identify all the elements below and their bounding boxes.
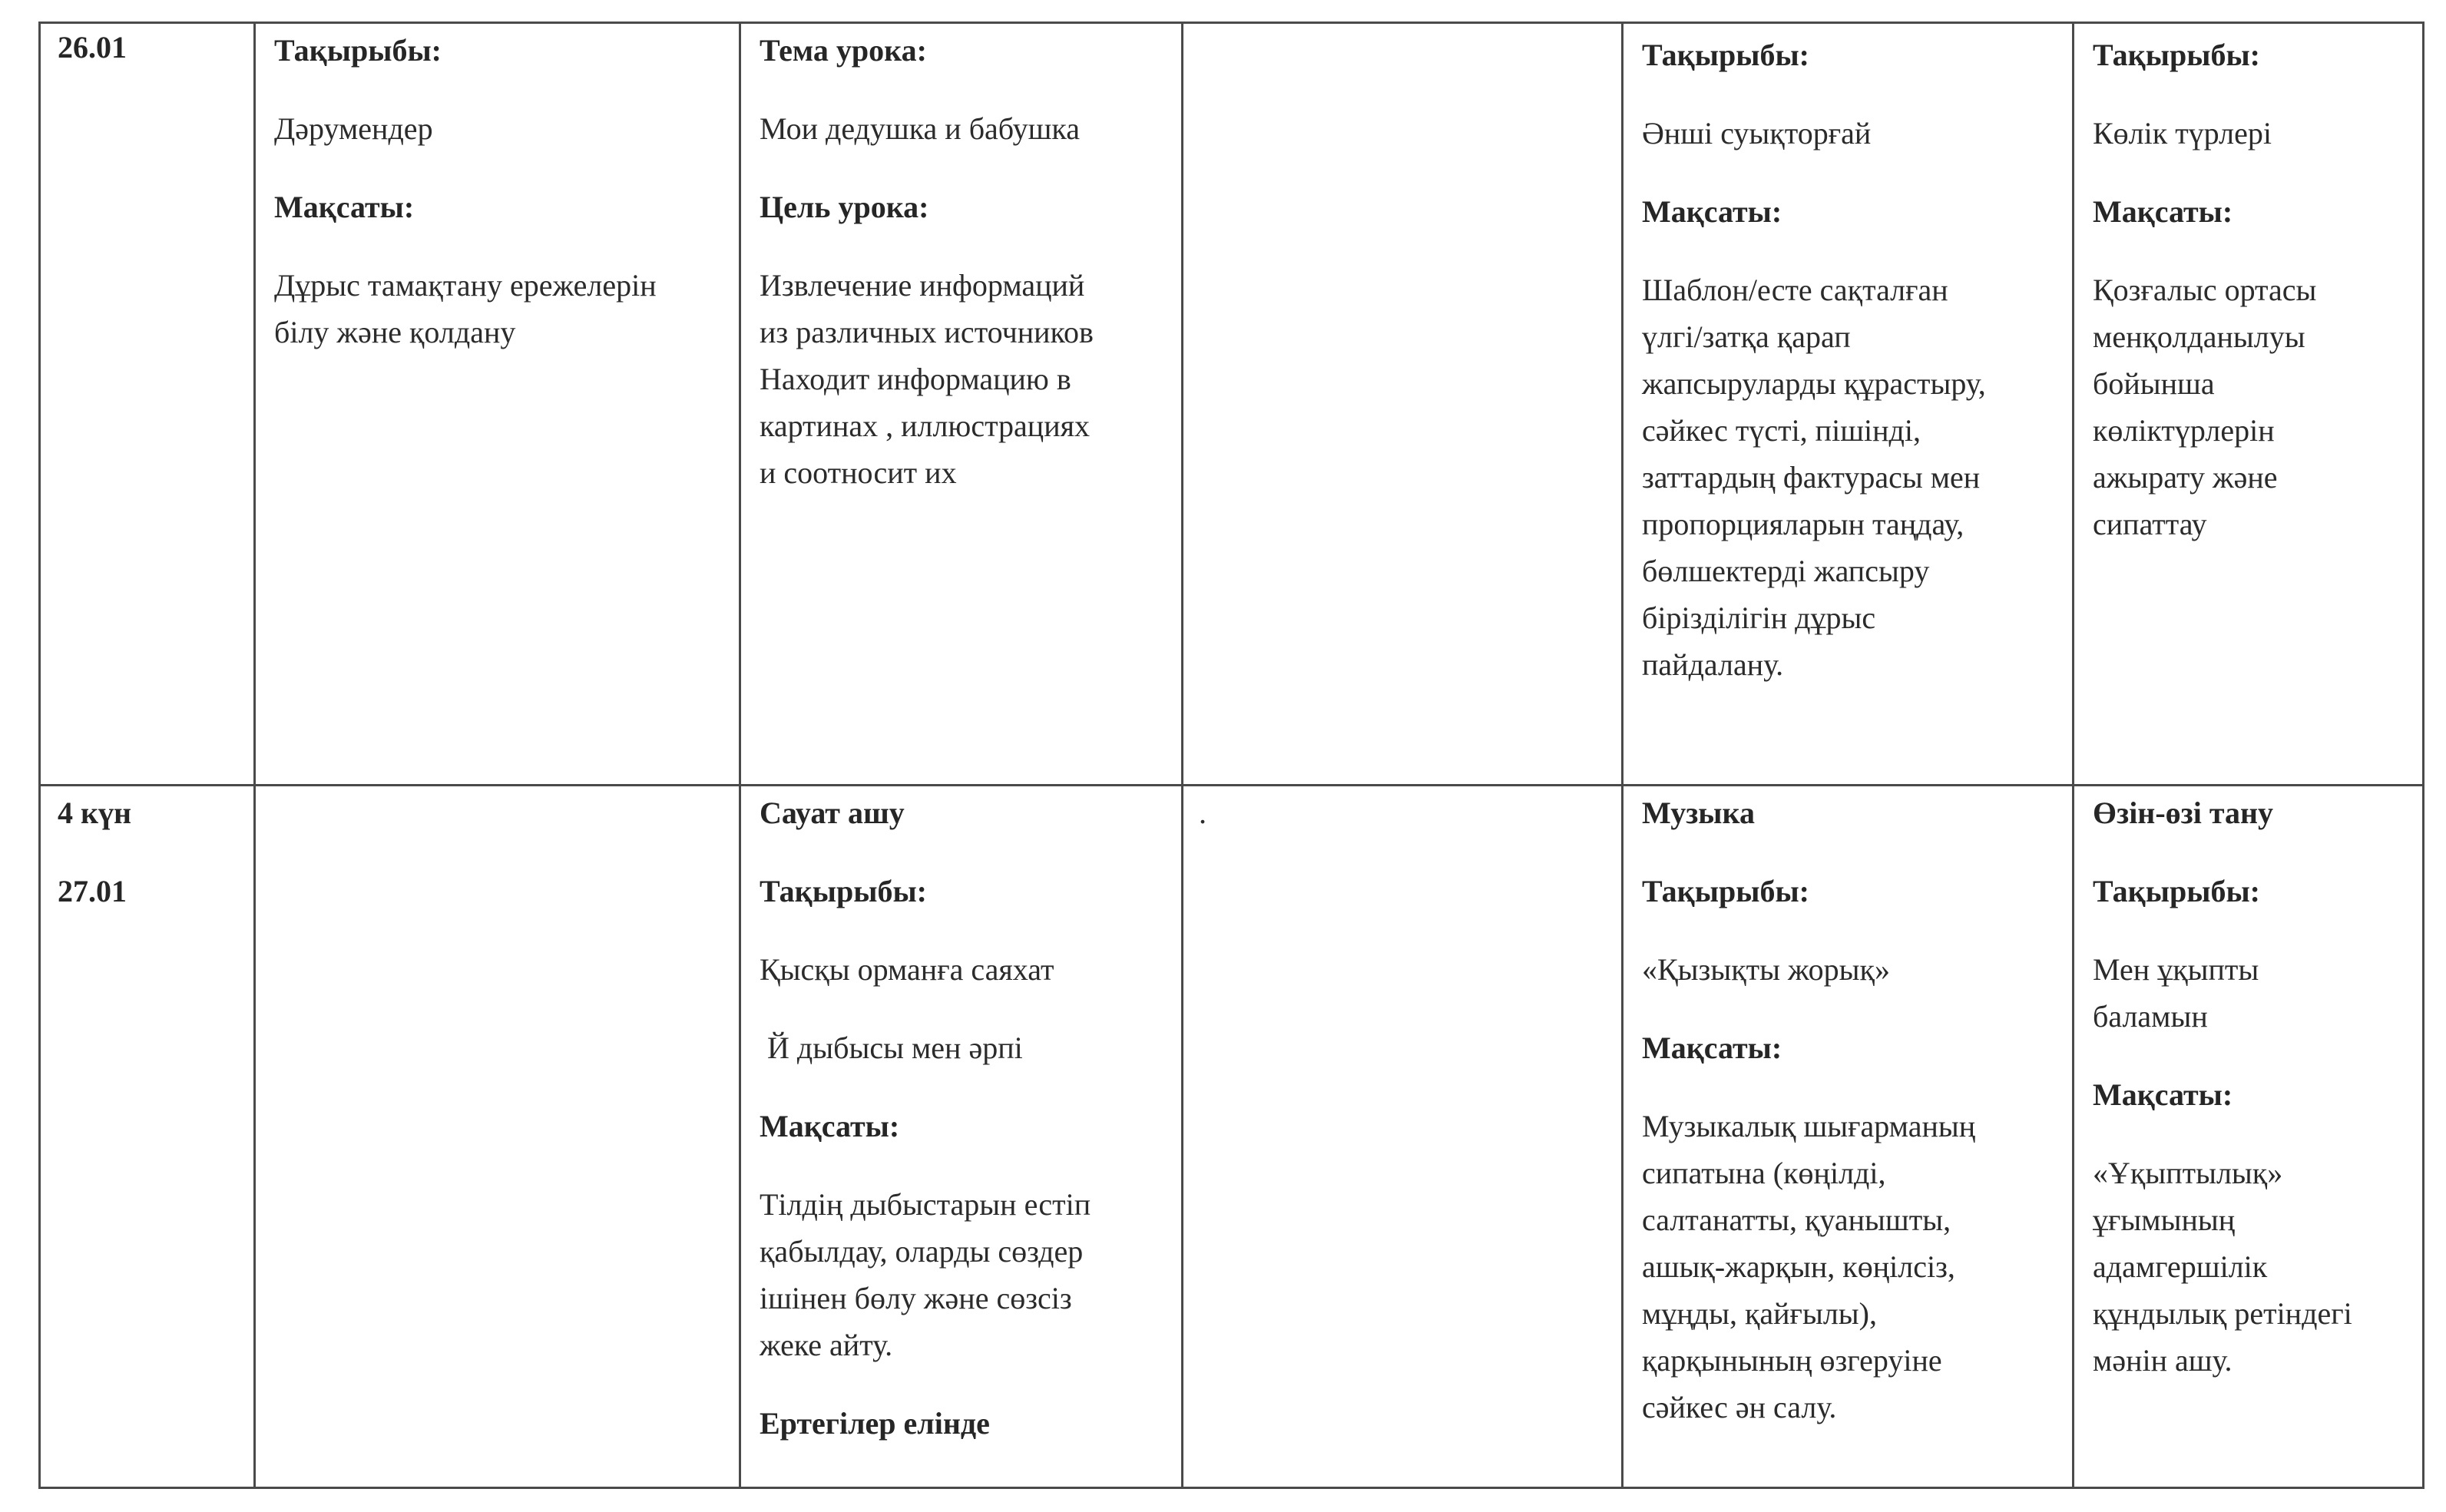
date-cell <box>40 786 255 1488</box>
topic-text-secondary: Й дыбысы мен әрпі <box>767 1031 1023 1065</box>
goal-line: Музыкалық шығарманың <box>1642 1109 1976 1143</box>
goal-line: бойынша <box>2093 366 2215 401</box>
goal-line: мұңды, қайғылы), <box>1642 1296 1877 1331</box>
extra-subject: Ертегілер елінде <box>760 1406 990 1441</box>
topic-heading: Тема урока: <box>760 33 927 68</box>
goal-line: Қозғалыс ортасы <box>2093 273 2317 307</box>
goal-line: картинах , иллюстрациях <box>760 409 1090 443</box>
day-label: 4 күн <box>58 796 132 830</box>
goal-line: пропорцияларын таңдау, <box>1642 507 1964 541</box>
goal-line: заттардың фактурасы мен <box>1642 460 1981 495</box>
goal-line: қарқынының өзгеруіне <box>1642 1343 1942 1378</box>
lesson-schedule-table <box>38 22 2424 1489</box>
goal-line: бірізділігін дұрыс <box>1642 600 1876 635</box>
stray-dot: . <box>1199 796 1206 830</box>
topic-line: Мен ұқыпты <box>2093 952 2259 987</box>
goal-line: білу және қолдану <box>274 315 516 349</box>
goal-line: Дұрыс тамақтану ережелерін <box>274 268 657 303</box>
goal-line: жапсыруларды құрастыру, <box>1642 366 1986 401</box>
goal-line: ажырату және <box>2093 460 2278 495</box>
goal-line: Тілдің дыбыстарын естіп <box>760 1187 1091 1222</box>
goal-line: сипаттау <box>2093 507 2207 541</box>
subject-title: Өзін-өзі тану <box>2093 796 2274 830</box>
topic-heading: Тақырыбы: <box>760 874 927 908</box>
topic-line: баламын <box>2093 999 2208 1034</box>
date-label: 26.01 <box>58 30 127 65</box>
goal-line: менқолданылуы <box>2093 319 2305 354</box>
goal-text <box>760 262 1163 496</box>
empty-cell <box>1183 786 1623 1488</box>
goal-line: бөлшектерді жапсыру <box>1642 554 1930 588</box>
topic-text: Дәрумендер <box>274 111 433 146</box>
goal-heading: Мақсаты: <box>2093 194 2233 229</box>
lesson-cell <box>255 23 740 786</box>
goal-text <box>2093 1150 2404 1384</box>
date-label: 27.01 <box>58 874 127 908</box>
goal-text <box>2093 266 2404 548</box>
goal-line: сәйкес түсті, пішінді, <box>1642 413 1921 448</box>
goal-line: ұғымының <box>2093 1203 2236 1237</box>
goal-text <box>274 262 720 356</box>
lesson-cell <box>1623 786 2074 1488</box>
lesson-cell <box>740 786 1183 1488</box>
topic-text: Көлік түрлері <box>2093 116 2272 151</box>
topic-heading: Тақырыбы: <box>1642 874 1809 908</box>
goal-line: «Ұқыптылық» <box>2093 1156 2283 1190</box>
lesson-cell <box>2074 23 2424 786</box>
goal-text <box>1642 266 2054 688</box>
goal-line: жеке айту. <box>760 1328 893 1362</box>
goal-line: из различных источников <box>760 315 1094 349</box>
goal-line: Извлечение информаций <box>760 268 1085 303</box>
topic-text: Қысқы орманға саяхат <box>760 952 1054 987</box>
empty-cell <box>1183 23 1623 786</box>
goal-heading: Мақсаты: <box>1642 1031 1782 1065</box>
lesson-cell <box>740 23 1183 786</box>
goal-line: көліктүрлерін <box>2093 413 2275 448</box>
schedule-row-2601 <box>40 23 2424 786</box>
subject-title: Сауат ашу <box>760 796 905 830</box>
lesson-cell <box>1623 23 2074 786</box>
topic-text <box>2093 946 2404 1040</box>
goal-line: құндылық ретіндегі <box>2093 1296 2352 1331</box>
empty-cell <box>255 786 740 1488</box>
goal-text <box>760 1181 1163 1368</box>
goal-line: и соотносит их <box>760 455 957 490</box>
topic-heading: Тақырыбы: <box>2093 38 2260 72</box>
goal-heading: Мақсаты: <box>274 190 415 224</box>
topic-text: Әнші суықторғай <box>1642 116 1872 151</box>
goal-line: мәнін ашу. <box>2093 1343 2233 1378</box>
goal-heading: Мақсаты: <box>2093 1077 2233 1112</box>
goal-line: ішінен бөлу және сөзсіз <box>760 1281 1072 1315</box>
topic-heading: Тақырыбы: <box>2093 874 2260 908</box>
goal-line: сипатына (көңілді, <box>1642 1156 1886 1190</box>
goal-text <box>1642 1103 2054 1431</box>
goal-line: адамгершілік <box>2093 1249 2268 1284</box>
topic-heading: Тақырыбы: <box>274 33 442 68</box>
date-cell <box>40 23 255 786</box>
goal-heading: Мақсаты: <box>1642 194 1782 229</box>
schedule-row-2701 <box>40 786 2424 1488</box>
goal-line: Шаблон/есте сақталған <box>1642 273 1948 307</box>
topic-text: Мои дедушка и бабушка <box>760 111 1081 146</box>
goal-line: пайдалану. <box>1642 647 1784 682</box>
goal-line: қабылдау, оларды сөздер <box>760 1234 1084 1269</box>
goal-line: салтанатты, қуанышты, <box>1642 1203 1951 1237</box>
goal-line: үлгі/затқа қарап <box>1642 319 1851 354</box>
goal-heading: Цель урока: <box>760 190 929 224</box>
topic-heading: Тақырыбы: <box>1642 38 1809 72</box>
subject-title: Музыка <box>1642 796 1755 830</box>
goal-line: ашық-жарқын, көңілсіз, <box>1642 1249 1955 1284</box>
topic-text: «Қызықты жорық» <box>1642 952 1890 987</box>
goal-line: Находит информацию в <box>760 362 1071 396</box>
goal-heading: Мақсаты: <box>760 1109 900 1143</box>
goal-line: сәйкес ән салу. <box>1642 1390 1837 1424</box>
lesson-cell <box>2074 786 2424 1488</box>
